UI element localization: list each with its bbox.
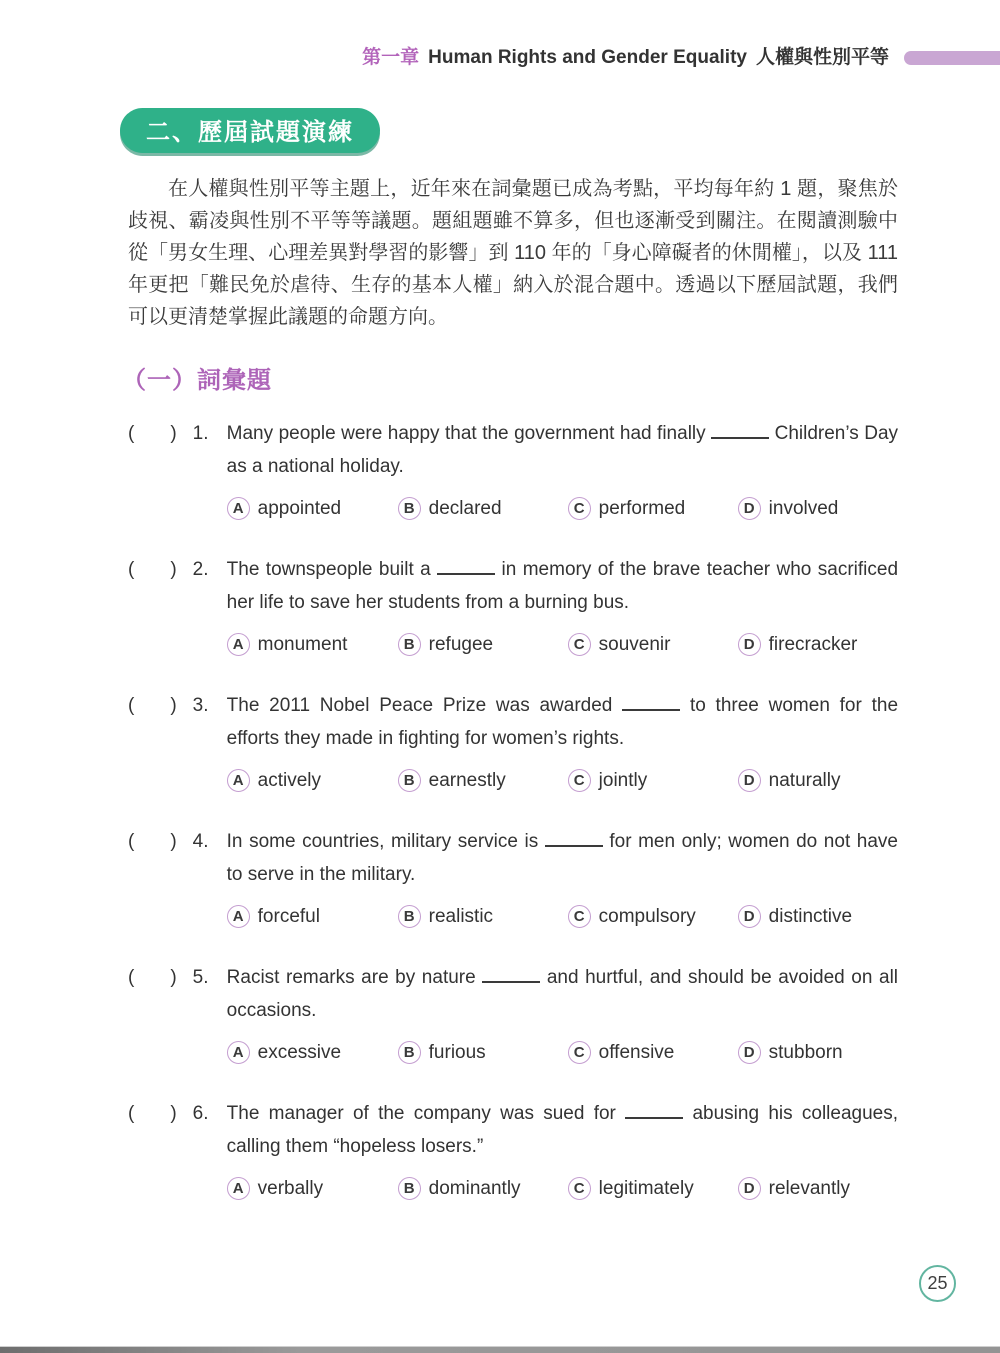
- answer-slot: [128, 1097, 177, 1130]
- option-letter-circle: D: [738, 633, 761, 656]
- option-row: [227, 900, 898, 933]
- option-label: actively: [257, 770, 322, 791]
- question-body: [227, 961, 898, 1069]
- option: [738, 900, 898, 933]
- option-letter-circle: C: [568, 1041, 591, 1064]
- chapter-title-en: Human Rights and Gender Equality: [428, 47, 747, 68]
- option-letter-circle: A: [227, 1041, 250, 1064]
- blank-line: [545, 833, 603, 847]
- option: [738, 764, 898, 797]
- section-badge: 二、歷屆試題演練: [120, 108, 380, 153]
- option-label: compulsory: [598, 906, 696, 927]
- intro-paragraph: 在人權與性別平等主題上，近年來在詞彙題已成為考點，平均每年約 1 題，聚焦於歧視、霸凌與性別不平等等議題。題組題雖不算多，但也逐漸受到關注。在閱讀測驗中從「男女生理、心理差異對學習的影響」到 110 年的「身心障礙者的休閒權」，以及 111 年更把「難民免於虐待、生存的基本人權」納入於混合題中。透過以下歷屆試題，我們可以更清楚掌握此議題的命題方向。: [128, 178, 898, 328]
- option-label: distinctive: [768, 906, 853, 927]
- option-label: firecracker: [768, 634, 858, 655]
- question-number: 3.: [192, 695, 209, 716]
- paren-close: ): [170, 423, 177, 444]
- option-letter-circle: A: [227, 769, 250, 792]
- bottom-edge-bar: [0, 1346, 1000, 1353]
- question-text-before: The townspeople built a: [226, 559, 431, 580]
- paren-open: (: [128, 831, 135, 852]
- blank-line: [622, 697, 680, 711]
- option-label: declared: [428, 498, 502, 519]
- paren-close: ): [170, 695, 177, 716]
- question-text-before: In some countries, military service is: [226, 831, 539, 852]
- option-letter-circle: B: [398, 1177, 421, 1200]
- question-number: 1.: [192, 423, 209, 444]
- question-number: 6.: [192, 1103, 209, 1124]
- option: [738, 1036, 898, 1069]
- question-body: [227, 417, 898, 525]
- blank-line: [711, 425, 769, 439]
- option-label: forceful: [257, 906, 320, 927]
- option: [398, 628, 568, 661]
- option: [398, 1172, 568, 1205]
- question-text-after: Children’s Day as a national holiday.: [226, 423, 899, 477]
- question-text: [227, 825, 898, 891]
- option: [227, 628, 398, 661]
- option-letter-circle: A: [227, 905, 250, 928]
- option-letter-circle: A: [227, 1177, 250, 1200]
- answer-slot: [128, 689, 177, 722]
- question-item: [128, 961, 898, 1069]
- option-letter-circle: B: [398, 633, 421, 656]
- option-row: [227, 764, 898, 797]
- option-label: realistic: [428, 906, 494, 927]
- question-body: [227, 1097, 898, 1205]
- question-body: [227, 825, 898, 933]
- option: [398, 764, 568, 797]
- option-letter-circle: C: [568, 633, 591, 656]
- question-item: [128, 825, 898, 933]
- paren-close: ): [170, 967, 177, 988]
- option-row: [227, 492, 898, 525]
- option-letter-circle: A: [227, 633, 250, 656]
- question-text: [227, 689, 898, 755]
- blank-line: [625, 1105, 683, 1119]
- question-item: [128, 417, 898, 525]
- question-text: [227, 1097, 898, 1163]
- option-letter-circle: D: [738, 1041, 761, 1064]
- subsection-heading: （一）詞彙題: [122, 367, 272, 394]
- question-list: [128, 417, 898, 1205]
- option: [398, 492, 568, 525]
- question-text-after: abusing his colleagues, calling them “hopeless losers.”: [226, 1103, 899, 1157]
- question-text: [227, 961, 898, 1027]
- paren-close: ): [170, 831, 177, 852]
- option: [738, 1172, 898, 1205]
- option: [568, 1036, 738, 1069]
- option-label: legitimately: [598, 1178, 694, 1199]
- question-text-before: The manager of the company was sued for: [226, 1103, 616, 1124]
- option: [568, 764, 738, 797]
- option-letter-circle: A: [227, 497, 250, 520]
- option: [227, 1036, 398, 1069]
- paren-open: (: [128, 1103, 135, 1124]
- option-label: excessive: [257, 1042, 342, 1063]
- answer-slot: [128, 553, 177, 586]
- option: [398, 900, 568, 933]
- option-label: stubborn: [768, 1042, 843, 1063]
- option-letter-circle: B: [398, 497, 421, 520]
- paren-close: ): [170, 559, 177, 580]
- question-text-after: in memory of the brave teacher who sacrificed her life to save her students from a burning bus.: [226, 559, 899, 613]
- option: [568, 492, 738, 525]
- question-text: [227, 553, 898, 619]
- option-label: monument: [257, 634, 348, 655]
- chapter-label: 第一章: [362, 47, 420, 68]
- option-letter-circle: C: [568, 905, 591, 928]
- page-number-badge: 25: [919, 1265, 956, 1302]
- blank-line: [437, 561, 495, 575]
- question-number: 2.: [192, 559, 209, 580]
- option: [227, 764, 398, 797]
- option-letter-circle: B: [398, 769, 421, 792]
- question-body: [227, 553, 898, 661]
- option-row: [227, 1036, 898, 1069]
- option-label: performed: [598, 498, 686, 519]
- option-letter-circle: B: [398, 905, 421, 928]
- option-label: jointly: [598, 770, 648, 791]
- question-text-after: and hurtful, and should be avoided on all occasions.: [226, 967, 899, 1021]
- option-label: dominantly: [428, 1178, 521, 1199]
- question-item: [128, 553, 898, 661]
- option-label: appointed: [257, 498, 342, 519]
- paren-close: ): [170, 1103, 177, 1124]
- question-item: [128, 1097, 898, 1205]
- option: [227, 1172, 398, 1205]
- option-letter-circle: D: [738, 905, 761, 928]
- question-text-before: The 2011 Nobel Peace Prize was awarded: [226, 695, 613, 716]
- option-letter-circle: C: [568, 1177, 591, 1200]
- option: [568, 900, 738, 933]
- paren-open: (: [128, 695, 135, 716]
- option: [568, 1172, 738, 1205]
- question-number: 5.: [192, 967, 209, 988]
- option-row: [227, 1172, 898, 1205]
- option-label: furious: [428, 1042, 486, 1063]
- chapter-title-zh: 人權與性別平等: [755, 47, 889, 68]
- page-header: [0, 44, 1000, 72]
- option: [398, 1036, 568, 1069]
- option-label: naturally: [768, 770, 841, 791]
- option-label: relevantly: [768, 1178, 850, 1199]
- paren-open: (: [128, 967, 135, 988]
- question-text-after: for men only; women do not have to serve in the military.: [226, 831, 898, 885]
- header-accent-pill: [904, 51, 1000, 65]
- question-item: [128, 689, 898, 797]
- option-label: involved: [768, 498, 839, 519]
- option-label: souvenir: [598, 634, 671, 655]
- option: [738, 628, 898, 661]
- question-body: [227, 689, 898, 797]
- question-text-before: Racist remarks are by nature: [226, 967, 476, 988]
- option: [227, 900, 398, 933]
- answer-slot: [128, 961, 177, 994]
- option-letter-circle: D: [738, 497, 761, 520]
- question-text-before: Many people were happy that the government had finally: [226, 423, 706, 444]
- option-label: earnestly: [428, 770, 506, 791]
- option: [738, 492, 898, 525]
- answer-slot: [128, 825, 177, 858]
- answer-slot: [128, 417, 177, 450]
- option-letter-circle: D: [738, 769, 761, 792]
- option: [227, 492, 398, 525]
- option-letter-circle: C: [568, 497, 591, 520]
- question-text-after: to three women for the efforts they made in fighting for women’s rights.: [226, 695, 899, 749]
- option-label: verbally: [257, 1178, 324, 1199]
- option: [568, 628, 738, 661]
- question-text: [227, 417, 898, 483]
- option-label: refugee: [428, 634, 494, 655]
- option-letter-circle: D: [738, 1177, 761, 1200]
- question-number: 4.: [192, 831, 209, 852]
- option-letter-circle: C: [568, 769, 591, 792]
- paren-open: (: [128, 423, 135, 444]
- option-label: offensive: [598, 1042, 675, 1063]
- option-letter-circle: B: [398, 1041, 421, 1064]
- paren-open: (: [128, 559, 135, 580]
- option-row: [227, 628, 898, 661]
- blank-line: [482, 969, 540, 983]
